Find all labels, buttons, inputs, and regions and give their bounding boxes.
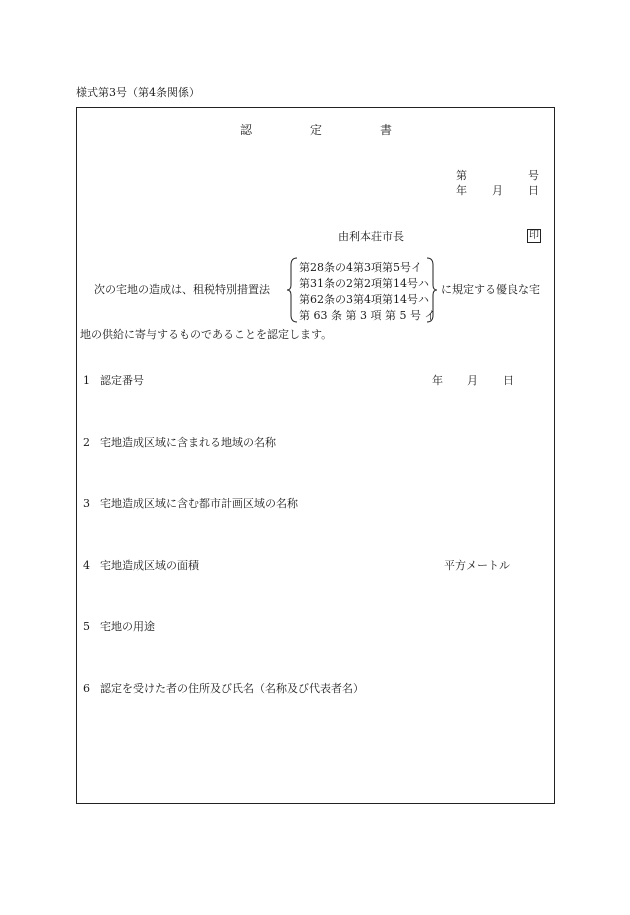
item-1-number: 1 [83,374,90,387]
item-3-label: 宅地造成区域に含む都市計画区域の名称 [100,497,298,510]
provision-2: 第31条の2第2項第14号ハ [299,277,429,290]
provision-list [299,260,435,324]
doc-number-prefix: 第 [456,169,467,182]
date-month: 月 [492,184,503,197]
provision-3: 第62条の3第4項第14号ハ [299,293,429,306]
item-5-label: 宅地の用途 [100,620,155,633]
item-1-label: 認定番号 [100,374,144,387]
seal-mark: 印 [529,230,539,241]
form-number: 様式第3号（第4条関係） [76,86,200,99]
title-char-3: 書 [380,123,393,137]
title-char-2: 定 [310,123,323,137]
date-day: 日 [528,184,539,197]
item-4-number: 4 [83,559,90,572]
item-2-label: 宅地造成区域に含まれる地域の名称 [100,436,276,449]
title-char-1: 認 [240,123,253,137]
date-year: 年 [456,184,467,197]
right-brace-icon [426,257,438,323]
certificate-frame [76,107,555,804]
item-1-day: 日 [503,374,514,387]
provision-4: 第 63 条 第 3 項 第 5 号 イ [299,309,436,322]
item-6-number: 6 [83,682,90,695]
item-2-number: 2 [83,436,90,449]
item-6-label: 認定を受けた者の住所及び氏名（名称及び代表者名） [100,682,364,695]
left-brace-icon [286,257,298,323]
item-1-year: 年 [432,374,443,387]
body-tail: に規定する優良な宅 [441,283,540,296]
item-4-label: 宅地造成区域の面積 [100,559,199,572]
item-4-unit: 平方メートル [444,559,510,572]
body-lead: 次の宅地の造成は、租税特別措置法 [94,283,270,296]
body-line-2: 地の供給に寄与するものであることを認定します。 [80,328,333,341]
item-1-month: 月 [467,374,478,387]
item-3-number: 3 [83,497,90,510]
provision-1: 第28条の4第3項第5号イ [299,261,422,274]
item-5-number: 5 [83,620,90,633]
issuer-name: 由利本荘市長 [338,230,404,243]
doc-number-suffix: 号 [528,169,539,182]
